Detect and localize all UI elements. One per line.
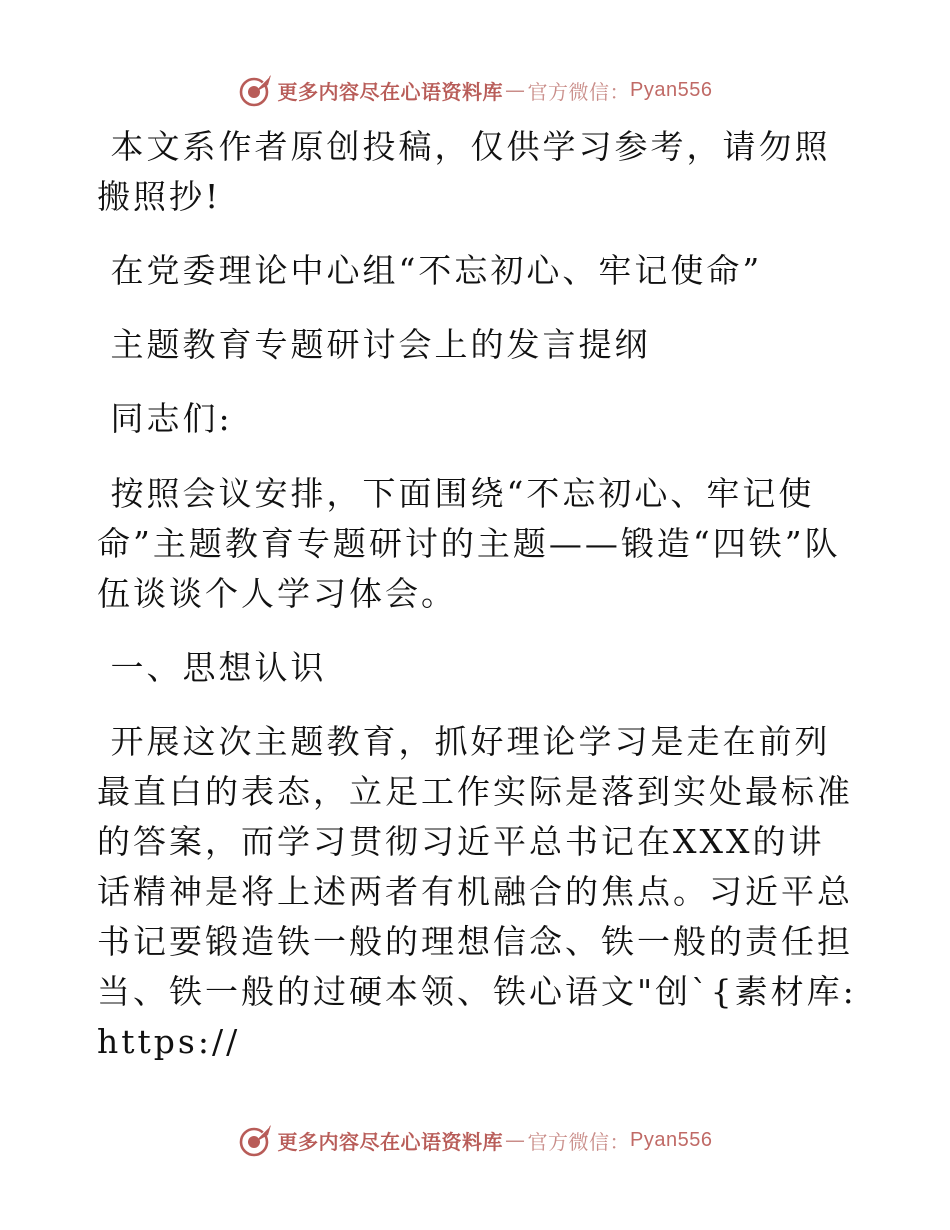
document-title-line-1: 在党委理论中心组“不忘初心、牢记使命” (97, 251, 763, 290)
banner-wechat-id: Pyan556 (630, 1128, 713, 1151)
quill-logo-icon (238, 72, 274, 108)
banner-lead-text: 更多内容尽在心语资料库 (277, 79, 504, 104)
intro-paragraph: 按照会议安排，下面围绕“不忘初心、牢记使命”主题教育专题研讨的主题——锻造“四铁”队伍谈谈个人学习体会。 (97, 474, 841, 613)
salutation: 同志们: (97, 399, 233, 438)
quill-logo-icon (238, 1122, 274, 1158)
body-paragraph: 开展这次主题教育，抓好理论学习是走在前列最直白的表态，立足工作实际是落到实处最标准的答案，而学习贯彻习近平总书记在XXX的讲话精神是将上述两者有机融合的焦点。习近平总书记要锻造铁一般的理想信念、铁一般的责任担当、铁一般的过硬本领、铁心语文"创`{素材库: https:// (97, 722, 871, 1061)
section-heading: 一、思想认识 (97, 648, 327, 687)
banner-lead-text: 更多内容尽在心语资料库 (277, 1129, 504, 1154)
banner-wechat-id: Pyan556 (630, 78, 713, 101)
banner-dash: — (505, 78, 526, 102)
banner-wechat-label: 官方微信： (527, 1129, 631, 1154)
banner-dash: — (505, 1128, 526, 1152)
header-watermark-banner (0, 70, 950, 110)
banner-wechat-label: 官方微信： (527, 79, 631, 104)
footer-watermark-banner (0, 1120, 950, 1160)
document-title-line-2: 主题教育专题研讨会上的发言提纲 (97, 325, 651, 364)
disclaimer-paragraph: 本文系作者原创投稿，仅供学习参考，请勿照搬照抄! (97, 127, 831, 216)
document-body (97, 122, 871, 1067)
